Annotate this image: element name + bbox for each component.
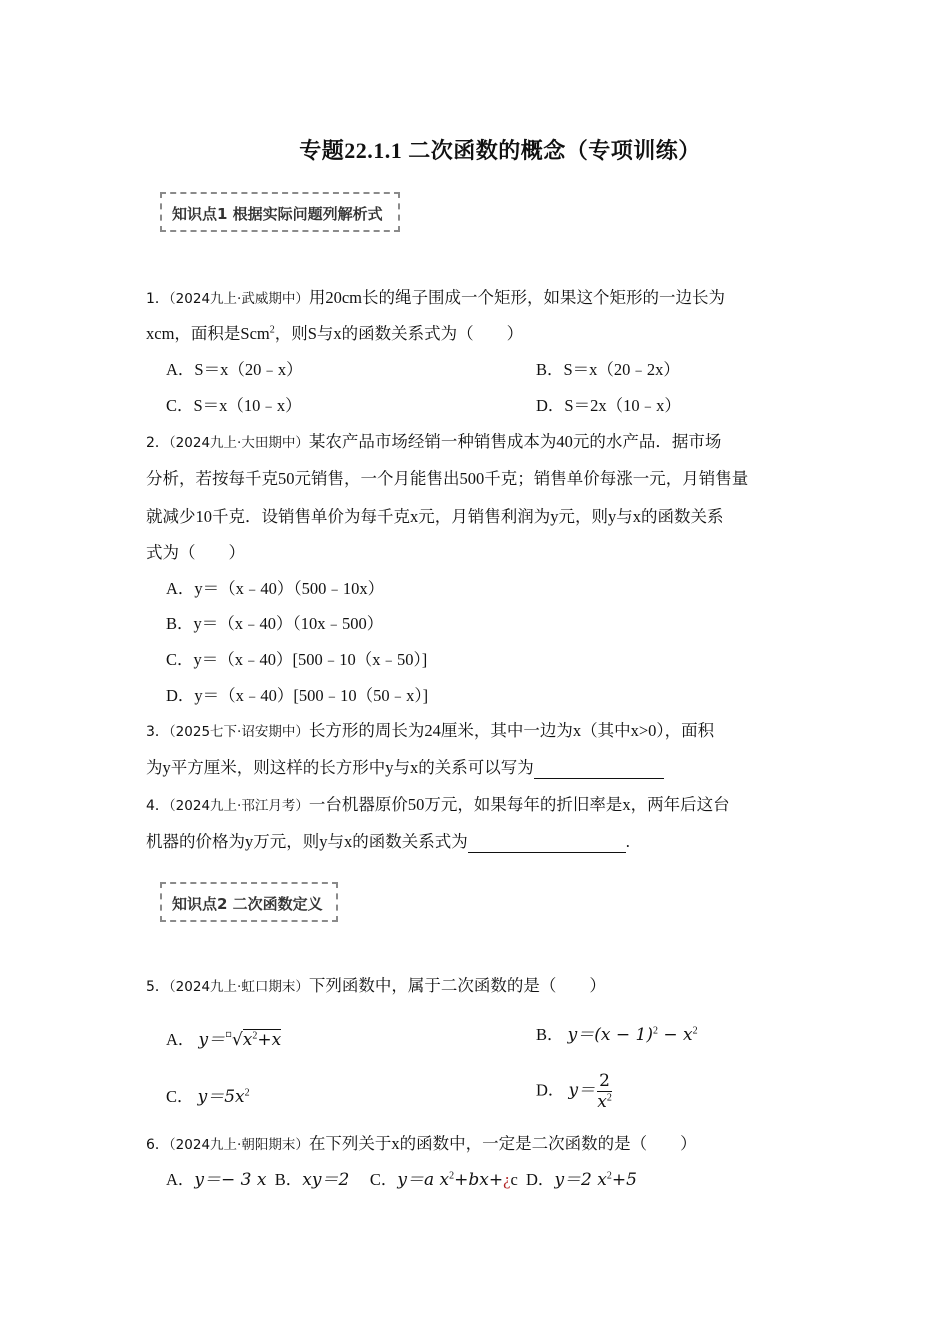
q3-answer-blank[interactable]	[534, 760, 664, 779]
q6-option-d[interactable]	[526, 1170, 637, 1189]
q2-line1	[146, 431, 721, 454]
q4-number: 4．	[146, 798, 169, 814]
q1-number: 1．	[146, 291, 169, 307]
q6-option-a[interactable]	[166, 1170, 266, 1189]
q5-option-d-numerator: 2	[599, 1071, 610, 1091]
q4-text2: 机器的价格为y万元，则y与x的函数关系式为	[146, 832, 468, 851]
q6-option-c-tail: c	[510, 1170, 518, 1189]
q1-text2a: xcm，面积是Scm	[146, 324, 270, 343]
q5-line1	[146, 975, 606, 998]
q4-line1	[146, 794, 730, 817]
q5-option-d-label: D．	[536, 1080, 565, 1100]
q3-number: 3．	[146, 724, 169, 740]
q3-source: （2025七下·诏安期中）	[168, 724, 309, 740]
q5-number: 5．	[146, 979, 169, 995]
q4-line2	[146, 831, 630, 853]
q6-option-d-label: D．	[526, 1170, 555, 1189]
q2-option-d[interactable]: D．y＝（x﹣40）[500﹣10（50﹣x）]	[166, 686, 429, 705]
q6-options-row	[166, 1169, 637, 1191]
radical-index-icon: ▫	[225, 1029, 232, 1040]
q6-stem: 在下列关于x的函数中，一定是二次函数的是（ ）	[308, 1134, 697, 1153]
q5-option-b-body: (x − 1)	[594, 1025, 653, 1045]
q2-line3: 就减少10千克．设销售单价为每千克x元，月销售利润为y元，则y与x的函数关系	[146, 507, 724, 526]
q5-option-a[interactable]	[166, 1024, 281, 1051]
q2-option-b[interactable]: B．y＝（x﹣40）（10x﹣500）	[166, 614, 384, 633]
q1-option-a[interactable]: A．S＝x（20﹣x）	[166, 360, 303, 379]
q6-option-a-expr: y＝− 3 x	[194, 1170, 267, 1190]
q2-source: （2024九上·大田期中）	[168, 435, 309, 451]
section-label-1: 知识点1 根据实际问题列解析式	[160, 192, 400, 232]
page-title: 专题22.1.1 二次函数的概念（专项训练）	[299, 138, 701, 163]
q6-option-c-expr1: y＝a x	[397, 1170, 450, 1190]
q5-option-d-fraction	[597, 1071, 612, 1112]
q6-option-c[interactable]	[370, 1170, 518, 1189]
q6-option-b-expr: xy＝2	[302, 1170, 350, 1190]
q5-option-b-sup2: 2	[692, 1025, 698, 1037]
q5-option-a-sup: 2	[252, 1030, 258, 1042]
q2-option-a[interactable]: A．y＝（x﹣40）（500﹣10x）	[166, 579, 385, 598]
q1-option-d[interactable]: D．S＝2x（10﹣x）	[536, 396, 681, 415]
q5-option-b-label: B．	[536, 1025, 564, 1044]
q5-option-c-lhs: y＝5x	[197, 1087, 245, 1107]
q2-line4: 式为（ ）	[146, 543, 245, 562]
q5-option-b-sup: 2	[652, 1025, 658, 1037]
q6-number: 6．	[146, 1137, 169, 1153]
q6-option-b[interactable]	[275, 1170, 350, 1189]
q5-option-b[interactable]	[536, 1024, 698, 1046]
q4-period: .	[625, 832, 630, 851]
q2-line2: 分析，若按每千克50元销售，一个月能售出500千克；销售单价每涨一元，月销售量	[146, 469, 749, 488]
q4-source: （2024九上·邗江月考）	[168, 798, 309, 814]
q4-answer-blank[interactable]	[468, 834, 626, 853]
section-label-2: 知识点2 二次函数定义	[160, 882, 338, 922]
q5-option-c-label: C．	[166, 1087, 194, 1106]
q6-option-a-label: A．	[166, 1170, 195, 1189]
q5-option-a-radicand: x	[242, 1030, 253, 1050]
q6-option-c-label: C．	[369, 1170, 398, 1189]
q1-line2	[146, 323, 523, 345]
q5-option-d[interactable]	[536, 1071, 612, 1112]
q3-text2: 为y平方厘米，则这样的长方形中y与x的关系可以写为	[146, 758, 534, 777]
q5-option-b-tail: − x	[657, 1025, 693, 1045]
q1-option-c[interactable]: C．S＝x（10﹣x）	[166, 396, 302, 415]
q5-option-a-lhs: y＝	[198, 1030, 226, 1050]
q5-source: （2024九上·虹口期末）	[168, 979, 309, 995]
q6-line1	[146, 1133, 697, 1156]
q5-option-d-lhs: y＝	[568, 1080, 596, 1101]
q3-line1	[146, 720, 714, 743]
q4-text1: 一台机器原价50万元，如果每年的折旧率是x，两年后这台	[308, 795, 730, 814]
radical-sign-icon: √	[231, 1030, 243, 1050]
q5-option-c[interactable]	[166, 1086, 250, 1108]
q5-option-d-denominator: x	[597, 1092, 607, 1112]
q6-option-d-expr2: +5	[611, 1170, 637, 1190]
q5-option-b-lhs: y＝	[567, 1025, 595, 1045]
q1-option-b[interactable]: B．S＝x（20﹣2x）	[536, 360, 680, 379]
q3-text1: 长方形的周长为24厘米，其中一边为x（其中x>0），面积	[308, 721, 715, 740]
q2-text1: 某农产品市场经销一种销售成本为40元的水产品．据市场	[308, 432, 722, 451]
q6-option-b-label: B．	[274, 1170, 303, 1189]
q6-option-c-expr2: +bx+	[454, 1170, 504, 1190]
q1-line1	[146, 287, 725, 310]
q6-option-c-glyph: ¿	[503, 1170, 511, 1189]
q1-source: （2024九上·武威期中）	[168, 291, 309, 307]
q1-sup: 2	[269, 324, 275, 336]
q5-option-c-sup: 2	[244, 1087, 250, 1099]
q6-option-d-sup: 2	[606, 1170, 612, 1182]
q1-text1: 用20cm长的绳子围成一个矩形，如果这个矩形的一边长为	[308, 288, 725, 307]
q5-option-d-sup: 2	[606, 1092, 612, 1104]
q5-option-a-tail: +x	[257, 1030, 282, 1050]
q5-stem: 下列函数中，属于二次函数的是（ ）	[308, 976, 606, 995]
q1-text2b: ，则S与x的函数关系式为（ ）	[274, 324, 524, 343]
q6-option-c-sup: 2	[449, 1170, 455, 1182]
q3-line2	[146, 757, 664, 779]
q6-option-d-expr1: y＝2 x	[554, 1170, 607, 1190]
q2-option-c[interactable]: C．y＝（x﹣40）[500﹣10（x﹣50）]	[166, 650, 428, 669]
q5-option-a-label: A．	[166, 1030, 195, 1049]
q6-source: （2024九上·朝阳期末）	[168, 1137, 309, 1153]
q2-number: 2．	[146, 435, 169, 451]
